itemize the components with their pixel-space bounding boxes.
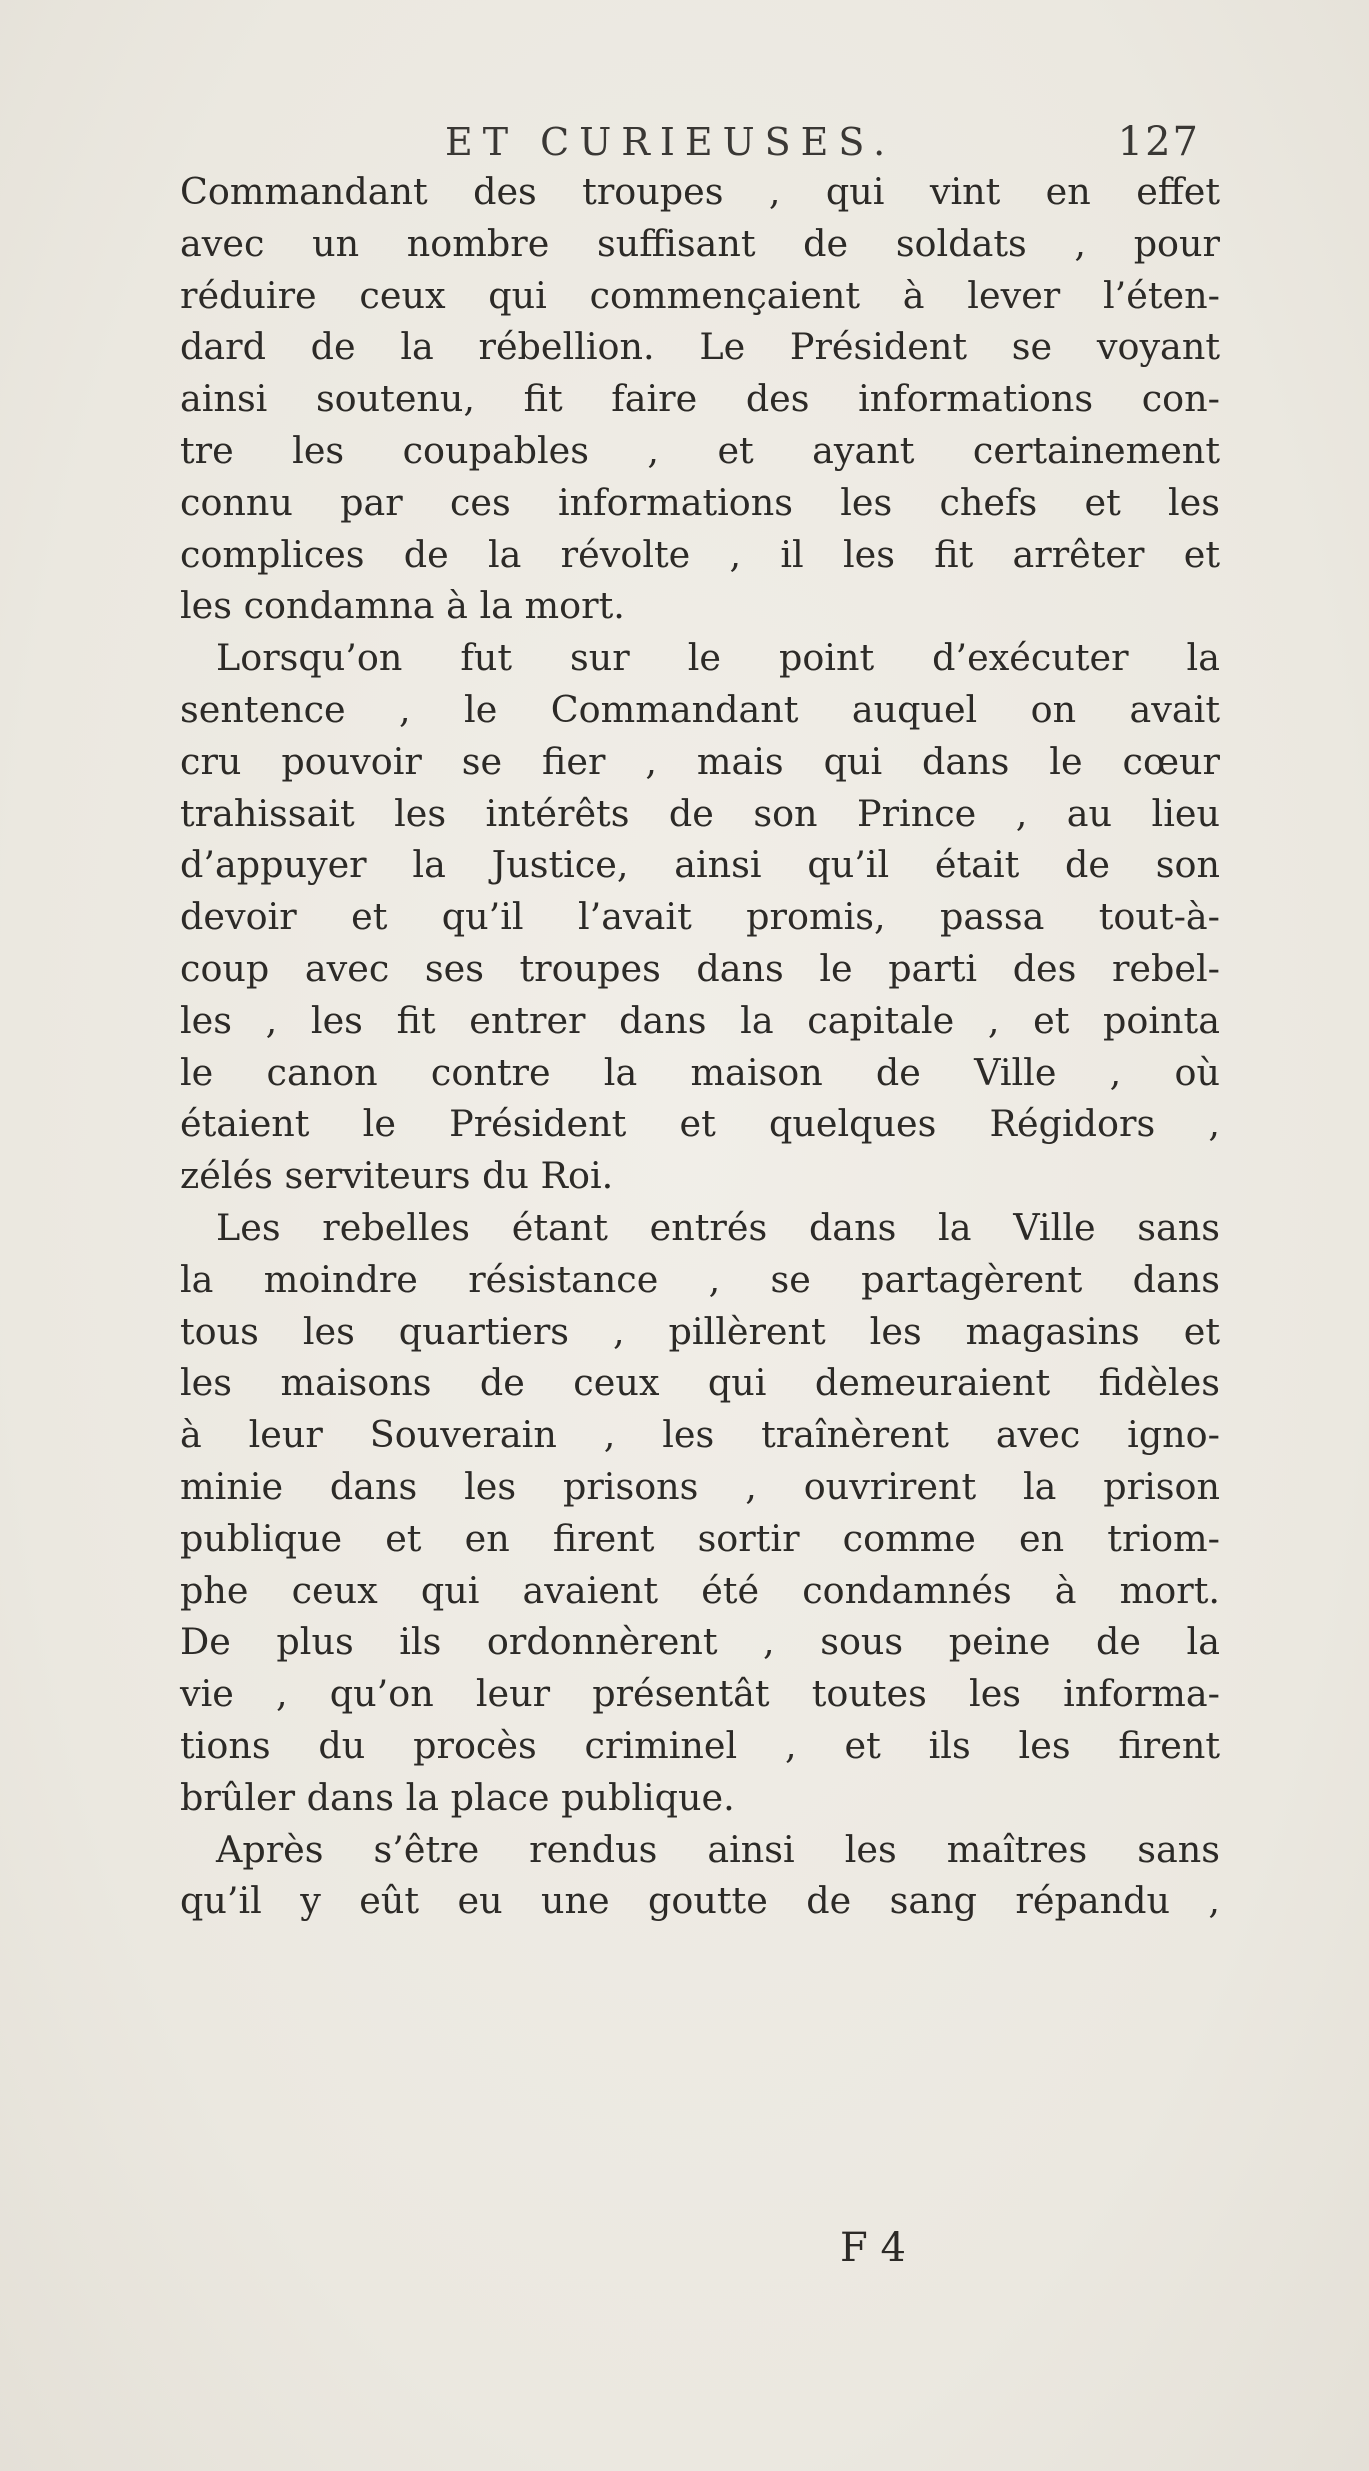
text-line: zélés serviteurs du Roi. (180, 1154, 614, 1198)
signature-mark: F 4 (840, 2225, 906, 2271)
text-line: Lorsqu’on fut sur le point d’exécuter la (216, 636, 1220, 680)
text-line: De plus ils ordonnèrent , sous peine de la (180, 1620, 1220, 1664)
text-line: publique et en firent sortir comme en triom- (180, 1516, 1220, 1560)
text-line: réduire ceux qui commençaient à lever l’éten- (180, 273, 1220, 317)
running-title: ET CURIEUSES. (445, 120, 896, 164)
text-line: étaient le Président et quelques Régidors , (180, 1102, 1220, 1146)
text-line: trahissait les intérêts de son Prince , au lieu (180, 791, 1220, 835)
text-line: Commandant des troupes , qui vint en effet (180, 170, 1220, 213)
text-line: cru pouvoir se fier , mais qui dans le cœur (180, 739, 1220, 783)
text-line: coup avec ses troupes dans le parti des rebel- (180, 946, 1220, 990)
text-line: dard de la rébellion. Le Président se voyant (180, 325, 1220, 369)
text-line: Après s’être rendus ainsi les maîtres sans (216, 1827, 1220, 1871)
text-line: les , les fit entrer dans la capitale , et pointa (180, 998, 1220, 1042)
text-line: Les rebelles étant entrés dans la Ville sans (216, 1205, 1220, 1249)
text-line: qu’il y eût eu une goutte de sang répandu , (180, 1879, 1220, 1923)
body-text (180, 166, 1220, 1927)
text-line: complices de la révolte , il les fit arrêter et (180, 532, 1220, 576)
page-header (180, 112, 1220, 172)
page-number: 127 (1117, 119, 1200, 165)
text-line: brûler dans la place publique. (180, 1775, 735, 1819)
text-line: d’appuyer la Justice, ainsi qu’il était de son (180, 843, 1220, 887)
text-line: devoir et qu’il l’avait promis, passa tout-à- (180, 895, 1220, 939)
text-line: ainsi soutenu, fit faire des informations con- (180, 377, 1220, 421)
text-line: la moindre résistance , se partagèrent dans (180, 1257, 1220, 1301)
text-line: le canon contre la maison de Ville , où (180, 1050, 1220, 1094)
text-line: sentence , le Commandant auquel on avait (180, 687, 1220, 731)
text-line: minie dans les prisons , ouvrirent la prison (180, 1464, 1220, 1508)
text-line: les condamna à la mort. (180, 584, 625, 628)
text-line: tous les quartiers , pillèrent les magasins et (180, 1309, 1220, 1353)
text-line: tions du procès criminel , et ils les firent (180, 1723, 1220, 1767)
text-line: avec un nombre suffisant de soldats , pour (180, 221, 1220, 265)
text-line: les maisons de ceux qui demeuraient fidèles (180, 1361, 1220, 1405)
text-line: phe ceux qui avaient été condamnés à mort. (180, 1568, 1220, 1612)
text-line: vie , qu’on leur présentât toutes les informa- (180, 1672, 1220, 1716)
text-line: connu par ces informations les chefs et les (180, 480, 1220, 524)
text-line: tre les coupables , et ayant certainement (180, 428, 1220, 472)
text-line: à leur Souverain , les traînèrent avec igno- (180, 1413, 1220, 1457)
